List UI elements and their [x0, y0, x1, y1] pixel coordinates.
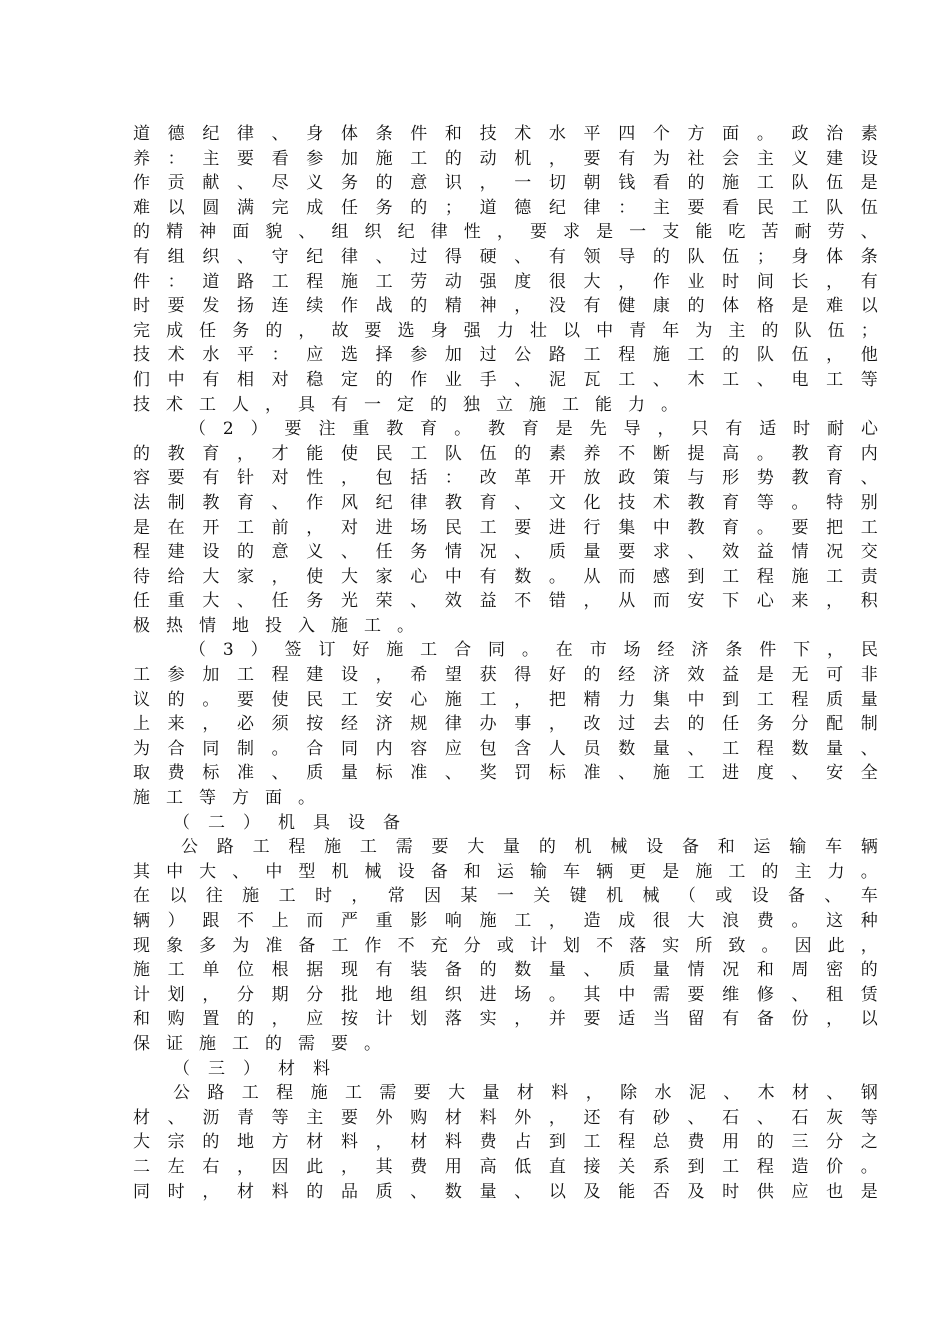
text-line: 的 教 育 ， 才 能 使 民 工 队 伍 的 素 养 不 断 提 高 。 教 育 内 [133, 443, 878, 464]
text-line: （ 3 ） 签 订 好 施 工 合 同 。 在 市 场 经 济 条 件 下 ， 民 [189, 640, 878, 661]
body-text [133, 122, 878, 1204]
text-line: 保 证 施 工 的 需 要 。 [133, 1033, 381, 1054]
text-line: 在 以 往 施 工 时 ， 常 因 某 一 关 键 机 械 （ 或 设 备 、 车 [133, 886, 878, 907]
text-line: 时 要 发 扬 连 续 作 战 的 精 神 ， 没 有 健 康 的 体 格 是 难 以 [133, 296, 878, 317]
text-line: 待 给 大 家 ， 使 大 家 心 中 有 数 。 从 而 感 到 工 程 施 工 责 [133, 566, 878, 587]
text-line: 作 贡 献 、 尽 义 务 的 意 识 ， 一 切 朝 钱 看 的 施 工 队 伍 是 [133, 173, 878, 194]
text-line: 现 象 多 为 准 备 工 作 不 充 分 或 计 划 不 落 实 所 致 。 因 此 ， [133, 935, 878, 956]
text-line: 们 中 有 相 对 稳 定 的 作 业 手 、 泥 瓦 工 、 木 工 、 电 工 等 [133, 369, 878, 390]
text-line: 技 术 工 人 ， 具 有 一 定 的 独 立 施 工 能 力 。 [133, 394, 678, 415]
text-line: 道 德 纪 律 、 身 体 条 件 和 技 术 水 平 四 个 方 面 。 政 治 素 [133, 124, 878, 144]
text-line: 上 来 ， 必 须 按 经 济 规 律 办 事 ， 改 过 去 的 任 务 分 配 制 [133, 714, 878, 735]
section-heading: （ 二 ） 机 具 设 备 [173, 812, 400, 833]
text-line: 辆 ） 跟 不 上 而 严 重 影 响 施 工 ， 造 成 很 大 浪 费 。 这 种 [133, 911, 878, 931]
text-line: 材 、 沥 青 等 主 要 外 购 材 料 外 ， 还 有 砂 、 石 、 石 灰 等 [133, 1107, 878, 1128]
text-line: 任 重 大 、 任 务 光 荣 、 效 益 不 错 ， 从 而 安 下 心 来 ， 积 [133, 591, 878, 612]
text-line: 大 宗 的 地 方 材 料 ， 材 料 费 占 到 工 程 总 费 用 的 三 分 之 [133, 1132, 878, 1153]
text-line: 容 要 有 针 对 性 ， 包 括 ： 改 革 开 放 政 策 与 形 势 教 育 、 [133, 468, 878, 489]
text-line: 其 中 大 、 中 型 机 械 设 备 和 运 输 车 辆 更 是 施 工 的 主 力 。 [133, 861, 878, 882]
text-line: 法 制 教 育 、 作 风 纪 律 教 育 、 文 化 技 术 教 育 等 。 特 别 [133, 492, 878, 513]
text-line: 的 精 神 面 貌 、 组 织 纪 律 性 ， 要 求 是 一 支 能 吃 苦 耐 劳 、 [133, 222, 878, 243]
text-line: 计 划 ， 分 期 分 批 地 组 织 进 场 。 其 中 需 要 维 修 、 租 赁 [133, 984, 878, 1005]
text-line: 件 ： 道 路 工 程 施 工 劳 动 强 度 很 大 ， 作 业 时 间 长 ， 有 [133, 271, 878, 292]
text-line: 议 的 。 要 使 民 工 安 心 施 工 ， 把 精 力 集 中 到 工 程 质 量 [133, 689, 878, 710]
text-line: 工 参 加 工 程 建 设 ， 希 望 获 得 好 的 经 济 效 益 是 无 可 非 [133, 665, 878, 686]
text-line: 和 购 置 的 ， 应 按 计 划 落 实 ， 并 要 适 当 留 有 备 份 ， 以 [133, 1009, 878, 1030]
text-line: 极 热 情 地 投 入 施 工 。 [133, 615, 414, 636]
text-line: （ 2 ） 要 注 重 教 育 。 教 育 是 先 导 ， 只 有 适 时 耐 心 [189, 419, 878, 440]
text-line: 有 组 织 、 守 纪 律 、 过 得 硬 、 有 领 导 的 队 伍 ； 身 体 条 [133, 246, 878, 267]
text-line: 为 合 同 制 。 合 同 内 容 应 包 含 人 员 数 量 、 工 程 数 量 、 [133, 738, 878, 759]
text-line: 施 工 等 方 面 。 [133, 788, 315, 809]
text-line: 程 建 设 的 意 义 、 任 务 情 况 、 质 量 要 求 、 效 益 情 况 交 [133, 542, 878, 563]
text-line: 是 在 开 工 前 ， 对 进 场 民 工 要 进 行 集 中 教 育 。 要 把 工 [133, 517, 878, 538]
text-line: 养 ： 主 要 看 参 加 施 工 的 动 机 ， 要 有 为 社 会 主 义 建 设 [133, 148, 878, 169]
section-heading: （ 三 ） 材 料 [173, 1058, 330, 1079]
text-line: 同 时 ， 材 料 的 品 质 、 数 量 、 以 及 能 否 及 时 供 应 也 是 [133, 1181, 878, 1202]
text-line: 技 术 水 平 ： 应 选 择 参 加 过 公 路 工 程 施 工 的 队 伍 ， 他 [133, 345, 878, 366]
text-line: 取 费 标 准 、 质 量 标 准 、 奖 罚 标 准 、 施 工 进 度 、 安 全 [133, 763, 878, 784]
text-line: 施 工 单 位 根 据 现 有 装 备 的 数 量 、 质 量 情 况 和 周 密 的 [133, 960, 878, 981]
text-line: 公 路 工 程 施 工 需 要 大 量 材 料 ， 除 水 泥 、 木 材 、 钢 [173, 1083, 878, 1104]
text-line: 难 以 圆 满 完 成 任 务 的 ； 道 德 纪 律 ： 主 要 看 民 工 队 伍 [133, 197, 878, 218]
text-line: 公 路 工 程 施 工 需 要 大 量 的 机 械 设 备 和 运 输 车 辆 [181, 837, 878, 858]
text-line: 完 成 任 务 的 ， 故 要 选 身 强 力 壮 以 中 青 年 为 主 的 队 伍 ； [133, 320, 878, 341]
text-line: 二 左 右 ， 因 此 ， 其 费 用 高 低 直 接 关 系 到 工 程 造 价 。 [133, 1156, 878, 1177]
